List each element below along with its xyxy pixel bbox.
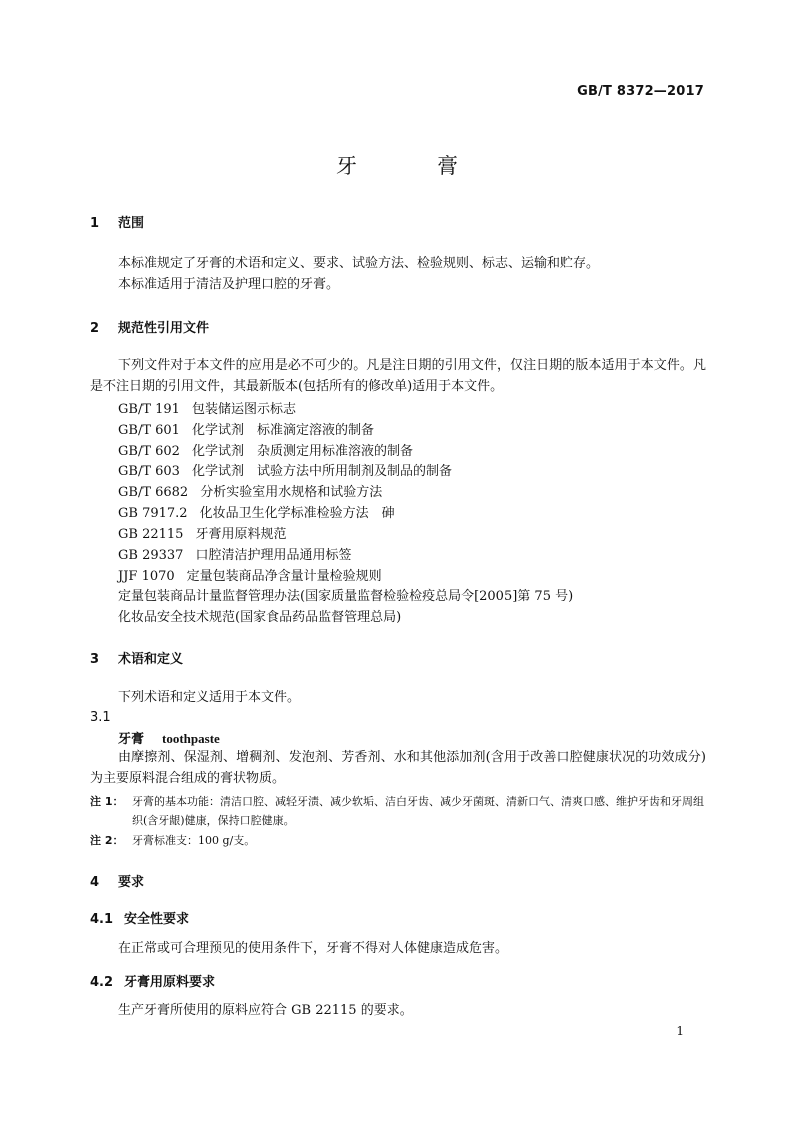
scope-paragraph-2: 本标准适用于清洁及护理口腔的牙膏。: [118, 277, 340, 292]
reference-item: [118, 440, 413, 459]
reference-code: GB/T 6682: [118, 485, 189, 500]
note-text: 牙膏标准支：100 g/支。: [132, 834, 256, 847]
scope-paragraph-1: 本标准规定了牙膏的术语和定义、要求、试验方法、检验规则、标志、运输和贮存。: [118, 256, 600, 271]
section-title: 术语和定义: [118, 652, 184, 667]
page-number: 1: [676, 1024, 684, 1038]
reference-code: GB/T 602: [118, 444, 180, 459]
reference-item: [118, 398, 296, 417]
reference-title: 口腔清洁护理用品通用标签: [195, 548, 352, 563]
term-heading: [118, 728, 220, 747]
section-2-heading: [90, 317, 209, 336]
note-label: 注 1：: [90, 795, 124, 808]
subsection-title: 安全性要求: [124, 912, 190, 927]
reference-title: 包装储运图示标志: [191, 402, 296, 417]
reference-title: 化妆品卫生化学标准检验方法 砷: [199, 506, 395, 521]
subsection-number: 4.2: [90, 975, 114, 990]
reference-title: 牙膏用原料规范: [195, 527, 287, 542]
reference-item: [118, 544, 351, 563]
note-1: [90, 792, 706, 830]
section-number: 2: [90, 321, 100, 336]
reference-code: GB/T 601: [118, 423, 180, 438]
section-4-heading: [90, 871, 144, 890]
term-definition: 由摩擦剂、保湿剂、增稠剂、发泡剂、芳香剂、水和其他添加剂(含用于改善口腔健康状况的功效成分)为主要原料混合组成的膏状物质。: [90, 750, 706, 786]
reference-code: GB/T 603: [118, 464, 180, 479]
subsection-number: 4.1: [90, 912, 114, 927]
subsection-4-1-heading: [90, 908, 189, 927]
reference-code: JJF 1070: [118, 569, 175, 584]
reference-item: [118, 460, 452, 479]
references-intro: 下列文件对于本文件的应用是必不可少的。凡是注日期的引用文件，仅注日期的版本适用于本文件。凡是不注日期的引用文件，其最新版本(包括所有的修改单)适用于本文件。: [90, 358, 706, 394]
section-number: 1: [90, 216, 100, 231]
reference-item: [118, 585, 573, 604]
reference-title: 化学试剂 试验方法中所用制剂及制品的制备: [191, 464, 452, 479]
reference-code: GB 7917.2: [118, 506, 188, 521]
terms-intro: 下列术语和定义适用于本文件。: [118, 690, 301, 705]
reference-item: [118, 481, 382, 500]
reference-code: GB 29337: [118, 548, 184, 563]
reference-item: [118, 502, 395, 521]
reference-code: GB/T 191: [118, 402, 180, 417]
reference-item: [118, 523, 286, 542]
reference-item: [118, 606, 401, 625]
section-number: 4: [90, 875, 100, 890]
subsection-4-2-heading: [90, 971, 215, 990]
reference-title: 定量包装商品净含量计量检验规则: [186, 569, 382, 584]
section-number: 3: [90, 652, 100, 667]
term-english: toothpaste: [162, 731, 220, 746]
safety-requirement-text: 在正常或可合理预见的使用条件下，牙膏不得对人体健康造成危害。: [118, 941, 509, 956]
section-title: 范围: [118, 216, 145, 231]
section-title: 要求: [118, 875, 145, 890]
reference-item: [118, 419, 374, 438]
reference-title: 定量包装商品计量监督管理办法(国家质量监督检验检疫总局令[2005]第 75 号): [118, 589, 574, 604]
term-chinese: 牙膏: [118, 732, 145, 747]
reference-item: [118, 565, 382, 584]
reference-title: 化学试剂 杂质测定用标准溶液的制备: [191, 444, 413, 459]
raw-material-requirement-text: 生产牙膏所使用的原料应符合 GB 22115 的要求。: [118, 1003, 413, 1018]
note-2: [90, 831, 706, 850]
reference-title: 化妆品安全技术规范(国家食品药品监督管理总局): [118, 610, 402, 625]
term-number: 3.1: [90, 710, 111, 725]
subsection-title: 牙膏用原料要求: [124, 975, 216, 990]
reference-code: GB 22115: [118, 527, 184, 542]
note-text: 牙膏的基本功能：清洁口腔、减轻牙渍、减少软垢、洁白牙齿、减少牙菌斑、清新口气、清爽口感、维护牙齿和牙周组织(含牙龈)健康，保持口腔健康。: [132, 795, 704, 827]
note-label: 注 2：: [90, 834, 124, 847]
reference-title: 分析实验室用水规格和试验方法: [200, 485, 383, 500]
standard-code: GB/T 8372—2017: [577, 84, 704, 99]
reference-title: 化学试剂 标准滴定溶液的制备: [191, 423, 374, 438]
section-3-heading: [90, 648, 183, 667]
section-title: 规范性引用文件: [118, 321, 210, 336]
section-1-heading: [90, 212, 144, 231]
document-title: 牙膏: [336, 154, 538, 178]
